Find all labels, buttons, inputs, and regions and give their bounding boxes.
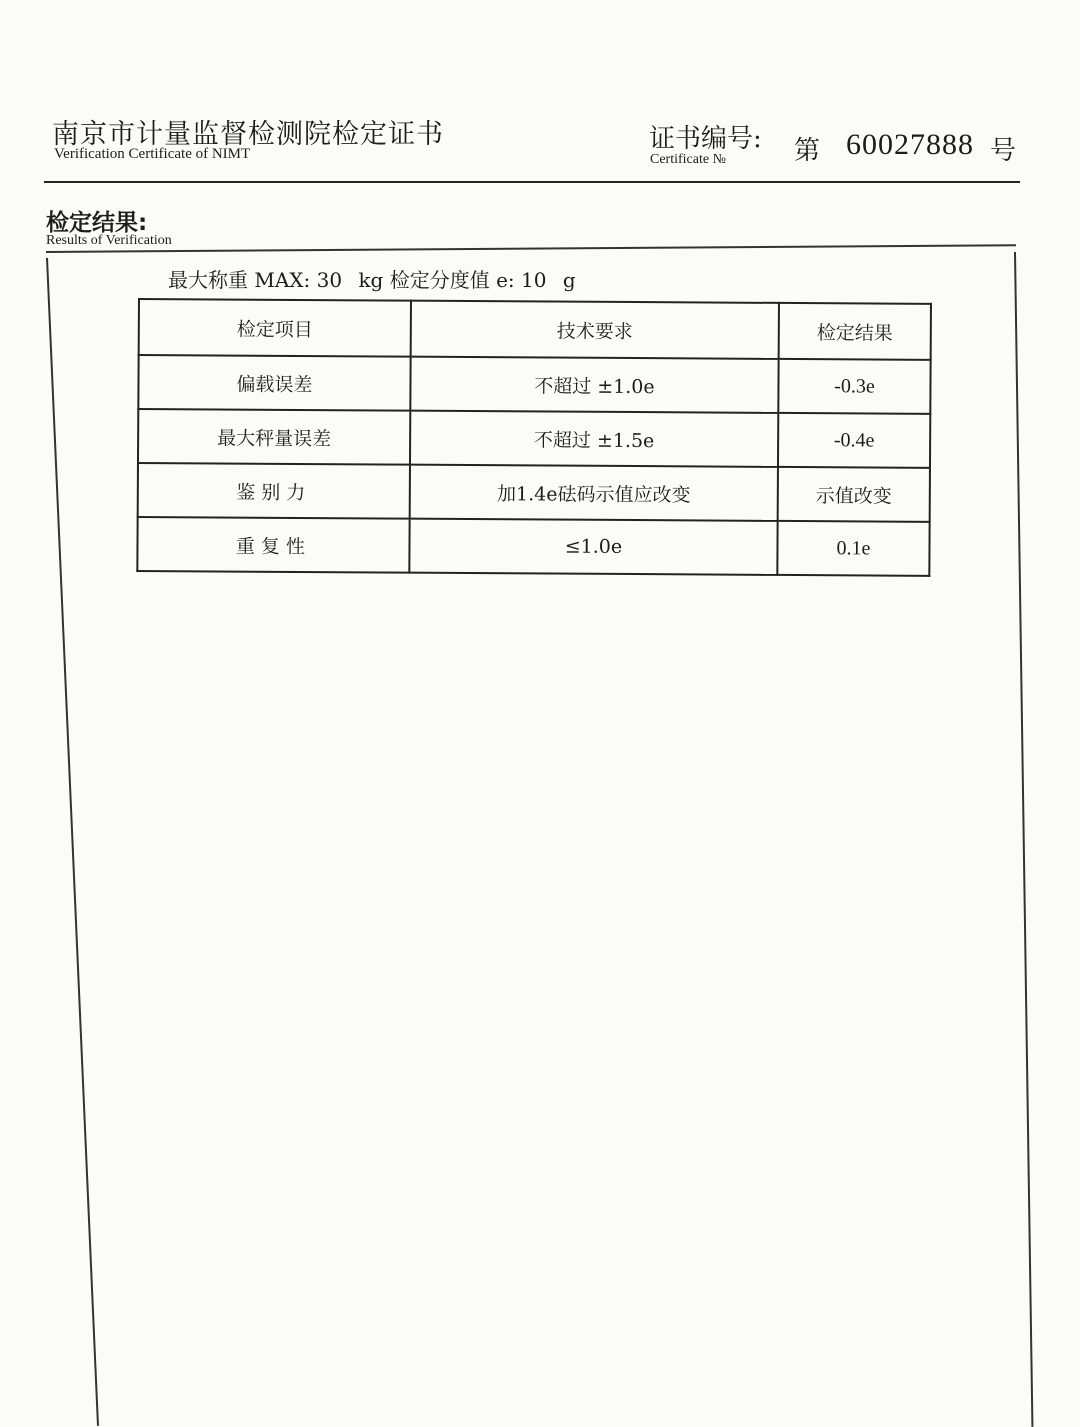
table-row xyxy=(138,409,930,468)
results-title-en: Results of Verification xyxy=(46,233,172,248)
table-row xyxy=(137,517,929,576)
row-requirement: ≤1.0e xyxy=(409,519,777,575)
row-result: 示值改变 xyxy=(778,467,930,522)
row-result: -0.3e xyxy=(778,359,930,414)
certificate-number-label-en: Certificate № xyxy=(650,152,726,167)
scale-summary xyxy=(168,264,576,293)
header-result: 检定结果 xyxy=(779,303,931,360)
row-requirement: 加1.4e砝码示值应改变 xyxy=(410,465,778,521)
header-divider xyxy=(44,181,1020,183)
table-row xyxy=(138,355,930,414)
row-item: 重复性 xyxy=(137,517,409,573)
row-requirement: 不超过 ±1.5e xyxy=(410,411,778,467)
header-requirement: 技术要求 xyxy=(411,301,779,359)
frame-left-border xyxy=(46,258,99,1426)
table-header-row xyxy=(139,299,931,360)
table-row xyxy=(138,463,930,522)
row-item: 鉴别力 xyxy=(138,463,410,519)
max-capacity-unit: kg xyxy=(358,268,384,292)
row-result: -0.4e xyxy=(778,413,930,468)
frame-right-border xyxy=(1014,252,1033,1427)
max-capacity-value: 30 xyxy=(316,268,343,292)
frame-top-border xyxy=(46,244,1016,253)
header-item: 检定项目 xyxy=(139,299,411,357)
org-name-zh: 南京市计量监督检测院检定证书 xyxy=(52,119,444,150)
row-item: 偏载误差 xyxy=(138,355,410,411)
division-label: 检定分度值 e: xyxy=(389,268,515,292)
org-name-en: Verification Certificate of NIMT xyxy=(54,146,251,162)
division-value: 10 xyxy=(521,268,547,292)
row-result: 0.1e xyxy=(777,521,929,576)
max-capacity-label: 最大称重 MAX: xyxy=(168,268,311,292)
certificate-number-suffix: 号 xyxy=(990,136,1017,166)
results-table xyxy=(136,298,932,577)
certificate-number-prefix: 第 xyxy=(794,136,821,166)
row-requirement: 不超过 ±1.0e xyxy=(410,357,778,413)
row-item: 最大秤量误差 xyxy=(138,409,410,465)
results-title-zh: 检定结果: xyxy=(46,210,148,236)
results-table-wrapper xyxy=(136,298,932,577)
certificate-number-label-zh: 证书编号: xyxy=(649,124,762,154)
certificate-number: 60027888 xyxy=(846,128,974,161)
division-unit: g xyxy=(562,268,576,292)
